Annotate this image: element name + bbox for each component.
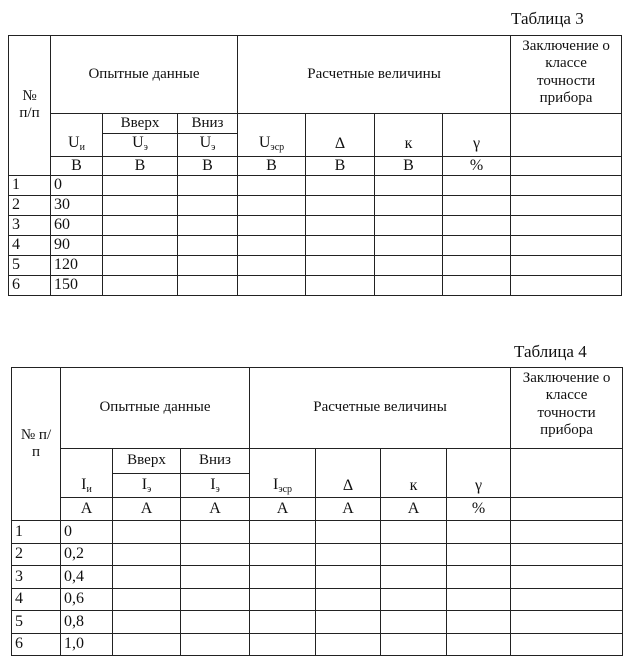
unit-cell bbox=[381, 498, 447, 521]
unit-cell bbox=[250, 498, 316, 521]
empty-cell[interactable] bbox=[447, 543, 511, 566]
row-number-text: 1 bbox=[15, 522, 23, 540]
unit-cell bbox=[316, 498, 381, 521]
empty-cell[interactable] bbox=[375, 195, 443, 215]
table-3-caption: Таблица 3 bbox=[511, 9, 584, 28]
table-4-caption: Таблица 4 bbox=[514, 342, 587, 361]
empty-cell[interactable] bbox=[181, 566, 250, 589]
unit-cell bbox=[103, 156, 178, 175]
row-value-text: 0,6 bbox=[64, 590, 84, 608]
empty-cell[interactable] bbox=[443, 215, 511, 235]
empty-cell[interactable] bbox=[375, 175, 443, 195]
empty-cell[interactable] bbox=[443, 275, 511, 295]
empty-cell[interactable] bbox=[306, 175, 375, 195]
empty-cell[interactable] bbox=[511, 588, 623, 611]
header-delta bbox=[306, 114, 375, 157]
header-measured-up bbox=[103, 134, 178, 157]
empty-cell[interactable] bbox=[113, 543, 181, 566]
empty-cell[interactable] bbox=[103, 275, 178, 295]
unit-cell bbox=[51, 156, 103, 175]
measured-symbol: I bbox=[210, 475, 216, 493]
row-value-text: 1,0 bbox=[64, 635, 84, 653]
header-average bbox=[238, 114, 306, 157]
row-value-text: 0,8 bbox=[64, 612, 84, 630]
measured-subscript: э bbox=[211, 142, 216, 153]
empty-cell[interactable] bbox=[103, 195, 178, 215]
empty-cell[interactable] bbox=[113, 566, 181, 589]
empty-cell[interactable] bbox=[511, 195, 622, 215]
empty-cell[interactable] bbox=[178, 255, 238, 275]
row-number bbox=[12, 543, 61, 566]
unit-cell bbox=[61, 498, 113, 521]
empty-cell[interactable] bbox=[103, 175, 178, 195]
source-subscript: и bbox=[86, 483, 92, 495]
table-row bbox=[12, 633, 623, 656]
empty-cell[interactable] bbox=[250, 566, 316, 589]
source-subscript: и bbox=[79, 142, 85, 153]
header-average bbox=[250, 449, 316, 498]
row-number bbox=[9, 175, 51, 195]
header-up bbox=[103, 114, 178, 134]
empty-cell[interactable] bbox=[511, 566, 623, 589]
row-number-text: 3 bbox=[15, 567, 23, 585]
header-down bbox=[181, 449, 250, 474]
empty-cell[interactable] bbox=[250, 588, 316, 611]
row-number bbox=[9, 255, 51, 275]
source-symbol: U bbox=[68, 134, 80, 151]
empty-cell[interactable] bbox=[113, 588, 181, 611]
empty-cell[interactable] bbox=[511, 255, 622, 275]
unit-cell-text: % bbox=[469, 156, 484, 174]
empty-cell[interactable] bbox=[511, 175, 622, 195]
row-number-text: 1 bbox=[12, 176, 20, 194]
row-value bbox=[61, 543, 113, 566]
measured-symbol: I bbox=[141, 475, 148, 493]
empty-cell[interactable] bbox=[511, 235, 622, 255]
table-4 bbox=[11, 367, 623, 656]
empty-cell[interactable] bbox=[316, 588, 381, 611]
empty-cell[interactable] bbox=[250, 521, 316, 544]
table-row bbox=[12, 566, 623, 589]
row-number bbox=[9, 275, 51, 295]
unit-cell bbox=[178, 156, 238, 175]
unit-cell-text: % bbox=[471, 499, 486, 517]
row-number-text: 5 bbox=[12, 256, 20, 274]
empty-cell[interactable] bbox=[306, 195, 375, 215]
header-k bbox=[381, 449, 447, 498]
empty-cell[interactable] bbox=[381, 566, 447, 589]
header-number-text: № п/п bbox=[20, 426, 52, 460]
header-down-text: Вниз bbox=[199, 452, 231, 469]
empty-cell[interactable] bbox=[238, 255, 306, 275]
header-average-symbol: I bbox=[272, 475, 279, 493]
header-experimental-data bbox=[51, 36, 238, 114]
empty-cell[interactable] bbox=[316, 543, 381, 566]
empty-cell[interactable] bbox=[511, 611, 623, 634]
header-calculated-values-text: Расчетные величины bbox=[307, 65, 441, 82]
header-calculated-values bbox=[238, 36, 511, 114]
unit-cell-text: А bbox=[140, 499, 153, 517]
empty-cell[interactable] bbox=[316, 633, 381, 656]
row-value-text: 120 bbox=[54, 256, 78, 274]
empty-cell[interactable] bbox=[511, 275, 622, 295]
unit-cell-text: В bbox=[71, 156, 82, 174]
row-number bbox=[12, 521, 61, 544]
empty-cell[interactable] bbox=[181, 521, 250, 544]
empty-cell[interactable] bbox=[181, 543, 250, 566]
unit-cell-text: А bbox=[407, 499, 420, 517]
empty-cell[interactable] bbox=[113, 521, 181, 544]
empty-cell[interactable] bbox=[375, 215, 443, 235]
empty-cell[interactable] bbox=[250, 611, 316, 634]
empty-cell[interactable] bbox=[306, 215, 375, 235]
empty-cell[interactable] bbox=[103, 215, 178, 235]
table-3 bbox=[8, 35, 622, 296]
empty-cell[interactable] bbox=[238, 235, 306, 255]
empty-cell[interactable] bbox=[511, 215, 622, 235]
empty-cell[interactable] bbox=[178, 275, 238, 295]
header-number-text: № п/п bbox=[19, 88, 40, 122]
delta-symbol: Δ bbox=[334, 135, 346, 153]
row-number-text: 3 bbox=[12, 216, 20, 234]
row-number bbox=[9, 195, 51, 215]
row-value bbox=[51, 175, 103, 195]
empty-cell[interactable] bbox=[250, 633, 316, 656]
empty-cell[interactable] bbox=[238, 215, 306, 235]
empty-cell[interactable] bbox=[178, 215, 238, 235]
empty-cell[interactable] bbox=[443, 175, 511, 195]
header-number bbox=[12, 368, 61, 521]
row-value-text: 0 bbox=[64, 522, 72, 540]
row-number bbox=[12, 588, 61, 611]
empty-cell[interactable] bbox=[113, 633, 181, 656]
header-k bbox=[375, 114, 443, 157]
header-conclusion bbox=[511, 368, 623, 449]
row-value bbox=[51, 195, 103, 215]
header-gamma bbox=[447, 449, 511, 498]
row-value-text: 0 bbox=[54, 176, 62, 194]
row-value-text: 60 bbox=[54, 216, 70, 234]
row-value bbox=[51, 235, 103, 255]
row-value bbox=[61, 521, 113, 544]
empty-cell[interactable] bbox=[375, 255, 443, 275]
empty-cell[interactable] bbox=[447, 633, 511, 656]
k-symbol: к bbox=[404, 135, 413, 153]
unit-cell bbox=[375, 156, 443, 175]
empty-cell[interactable] bbox=[113, 611, 181, 634]
source-symbol: I bbox=[81, 475, 87, 493]
unit-cell-text: В bbox=[202, 156, 213, 174]
row-value-text: 0,2 bbox=[64, 545, 84, 563]
empty-cell[interactable] bbox=[443, 195, 511, 215]
empty-cell[interactable] bbox=[181, 588, 250, 611]
row-value bbox=[61, 633, 113, 656]
unit-cell-text: В bbox=[266, 156, 277, 174]
unit-cell bbox=[181, 498, 250, 521]
row-number-text: 2 bbox=[12, 196, 20, 214]
empty-cell[interactable] bbox=[381, 543, 447, 566]
header-average-subscript: эср bbox=[270, 142, 285, 153]
row-number bbox=[12, 611, 61, 634]
empty-cell[interactable] bbox=[447, 588, 511, 611]
empty-cell[interactable] bbox=[103, 255, 178, 275]
measured-symbol: U bbox=[132, 134, 144, 151]
gamma-symbol: γ bbox=[473, 135, 481, 153]
header-average-subscript: эср bbox=[278, 483, 293, 495]
table-row bbox=[12, 611, 623, 634]
header-calculated-values bbox=[250, 368, 511, 449]
unit-cell-text: В bbox=[403, 156, 414, 174]
header-source-value bbox=[51, 114, 103, 157]
row-value bbox=[61, 566, 113, 589]
empty-cell[interactable] bbox=[381, 521, 447, 544]
header-conclusion-text: Заключение о классе точности прибора bbox=[522, 370, 611, 438]
row-number-text: 4 bbox=[15, 590, 23, 608]
header-measured-down bbox=[178, 134, 238, 157]
measured-symbol: U bbox=[199, 134, 212, 151]
table-row bbox=[9, 235, 622, 255]
empty-cell[interactable] bbox=[238, 275, 306, 295]
header-experimental-data-text: Опытные данные bbox=[99, 399, 211, 416]
empty-cell[interactable] bbox=[381, 588, 447, 611]
header-experimental-data-text: Опытные данные bbox=[88, 65, 200, 82]
unit-cell-blank bbox=[511, 156, 622, 175]
row-number bbox=[12, 566, 61, 589]
empty-cell[interactable] bbox=[181, 633, 250, 656]
empty-cell[interactable] bbox=[250, 543, 316, 566]
unit-cell-text: А bbox=[209, 499, 221, 517]
header-gamma bbox=[443, 114, 511, 157]
header-experimental-data bbox=[61, 368, 250, 449]
header-average-symbol: U bbox=[258, 134, 271, 151]
table-row bbox=[12, 588, 623, 611]
empty-cell[interactable] bbox=[316, 611, 381, 634]
header-conclusion bbox=[511, 36, 622, 114]
row-value-text: 90 bbox=[54, 236, 70, 254]
header-up bbox=[113, 449, 181, 474]
empty-cell[interactable] bbox=[447, 611, 511, 634]
delta-symbol: Δ bbox=[342, 476, 354, 494]
empty-cell[interactable] bbox=[316, 566, 381, 589]
unit-cell bbox=[113, 498, 181, 521]
header-conclusion-blank bbox=[511, 449, 623, 498]
header-source-value bbox=[61, 449, 113, 498]
empty-cell[interactable] bbox=[447, 566, 511, 589]
table-row bbox=[9, 275, 622, 295]
header-measured-down bbox=[181, 474, 250, 498]
unit-cell-blank bbox=[511, 498, 623, 521]
row-value bbox=[61, 611, 113, 634]
unit-cell-text: А bbox=[342, 499, 354, 517]
row-number-text: 6 bbox=[12, 276, 20, 294]
row-number-text: 4 bbox=[12, 236, 20, 254]
row-value bbox=[61, 588, 113, 611]
empty-cell[interactable] bbox=[103, 235, 178, 255]
row-value-text: 150 bbox=[54, 276, 78, 294]
gamma-symbol: γ bbox=[475, 476, 483, 494]
unit-cell bbox=[443, 156, 511, 175]
unit-cell bbox=[306, 156, 375, 175]
table-row bbox=[9, 175, 622, 195]
header-delta bbox=[316, 449, 381, 498]
measured-subscript: э bbox=[147, 483, 152, 495]
empty-cell[interactable] bbox=[381, 611, 447, 634]
empty-cell[interactable] bbox=[238, 175, 306, 195]
empty-cell[interactable] bbox=[381, 633, 447, 656]
row-number bbox=[12, 633, 61, 656]
table-row bbox=[9, 255, 622, 275]
empty-cell[interactable] bbox=[306, 255, 375, 275]
unit-cell-text: А bbox=[276, 499, 289, 517]
empty-cell[interactable] bbox=[178, 235, 238, 255]
row-value bbox=[51, 275, 103, 295]
unit-cell-text: В bbox=[134, 156, 146, 174]
empty-cell[interactable] bbox=[306, 235, 375, 255]
unit-cell bbox=[447, 498, 511, 521]
empty-cell[interactable] bbox=[178, 195, 238, 215]
row-value-text: 30 bbox=[54, 196, 70, 214]
unit-cell-text: А bbox=[80, 499, 93, 517]
table-row bbox=[9, 195, 622, 215]
unit-cell-text: В bbox=[334, 156, 346, 174]
header-conclusion-blank bbox=[511, 114, 622, 157]
table-row bbox=[12, 521, 623, 544]
row-number-text: 6 bbox=[15, 635, 23, 653]
row-number bbox=[9, 235, 51, 255]
empty-cell[interactable] bbox=[375, 235, 443, 255]
header-down-text: Вниз bbox=[191, 114, 224, 131]
header-number bbox=[9, 36, 51, 176]
row-number-text: 2 bbox=[15, 545, 23, 563]
empty-cell[interactable] bbox=[181, 611, 250, 634]
row-value-text: 0,4 bbox=[64, 567, 84, 585]
header-up-text: Вверх bbox=[120, 114, 160, 131]
empty-cell[interactable] bbox=[443, 255, 511, 275]
header-conclusion-text: Заключение о классе точности прибора bbox=[522, 38, 610, 106]
empty-cell[interactable] bbox=[178, 175, 238, 195]
header-measured-up bbox=[113, 474, 181, 498]
empty-cell[interactable] bbox=[238, 195, 306, 215]
empty-cell[interactable] bbox=[443, 235, 511, 255]
k-symbol: к bbox=[409, 476, 418, 494]
row-value bbox=[51, 255, 103, 275]
empty-cell[interactable] bbox=[316, 521, 381, 544]
empty-cell[interactable] bbox=[375, 275, 443, 295]
table-row bbox=[12, 543, 623, 566]
table-row bbox=[9, 215, 622, 235]
row-number bbox=[9, 215, 51, 235]
empty-cell[interactable] bbox=[511, 543, 623, 566]
unit-cell bbox=[238, 156, 306, 175]
measured-subscript: э bbox=[143, 142, 148, 153]
empty-cell[interactable] bbox=[306, 275, 375, 295]
row-number-text: 5 bbox=[15, 612, 23, 630]
empty-cell[interactable] bbox=[511, 521, 623, 544]
empty-cell[interactable] bbox=[447, 521, 511, 544]
measured-subscript: э bbox=[215, 483, 220, 495]
header-down bbox=[178, 114, 238, 134]
header-up-text: Вверх bbox=[127, 452, 166, 469]
row-value bbox=[51, 215, 103, 235]
header-calculated-values-text: Расчетные величины bbox=[313, 399, 447, 416]
empty-cell[interactable] bbox=[511, 633, 623, 656]
